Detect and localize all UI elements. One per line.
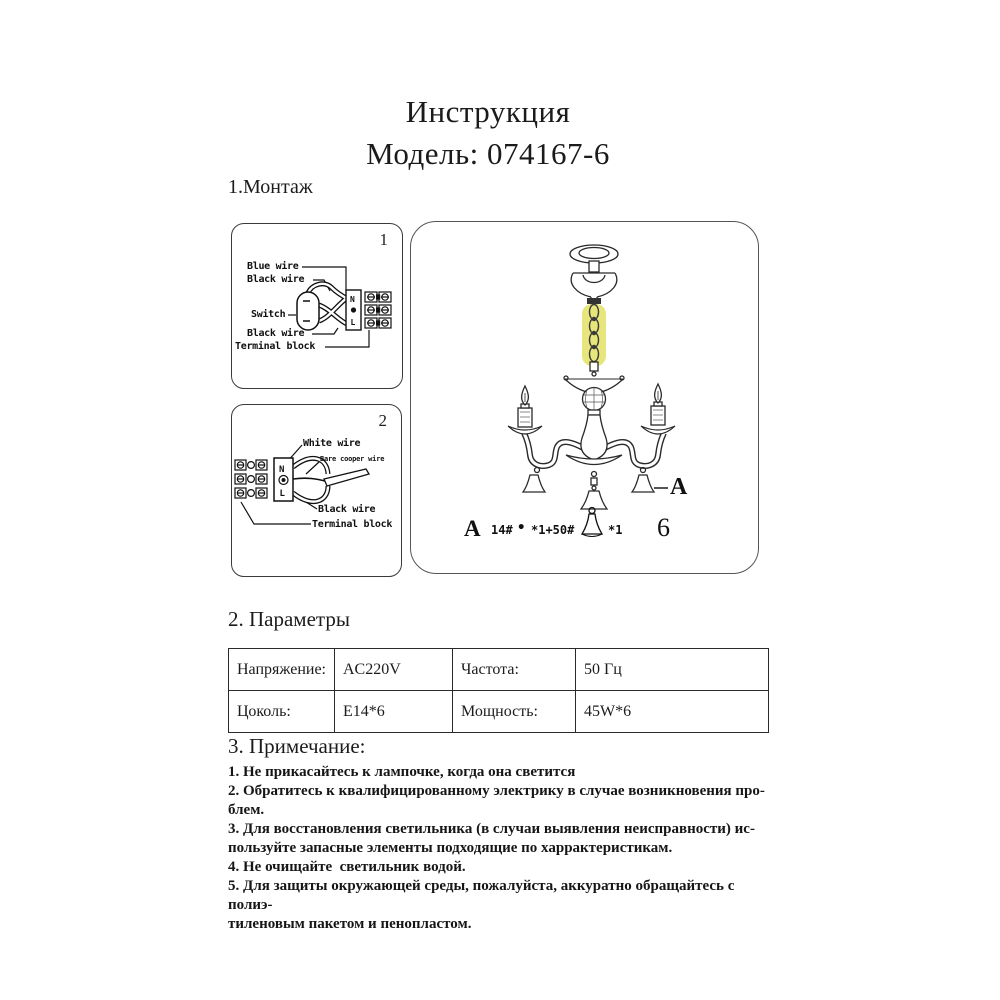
part-callout-a: A	[670, 474, 688, 500]
note-line: 1. Не прикасайтесь к лампочке, когда она светится	[228, 764, 576, 780]
param-label: Мощность:	[453, 691, 576, 733]
terminal-block-icon	[365, 292, 391, 328]
section-heading-notes: 3. Примечание:	[228, 734, 366, 758]
label-switch: Switch	[251, 309, 286, 320]
note-line: блем.	[228, 802, 265, 818]
notes-block	[228, 763, 780, 934]
table-row	[229, 691, 769, 733]
svg-text:N: N	[279, 465, 285, 475]
terminal-block-icon	[235, 460, 267, 498]
svg-text:L: L	[350, 318, 356, 327]
ln-connector-icon	[346, 290, 361, 330]
label-black-wire: Black wire	[318, 504, 376, 515]
ln-connector-icon	[274, 458, 293, 501]
bare-copper-conductor-icon	[324, 469, 369, 486]
wiring-diagram-1-art	[232, 224, 402, 388]
label-bare-copper-wire: Bare cooper wire	[320, 455, 385, 463]
table-row	[229, 649, 769, 691]
note-line: 4. Не очищайте светильник водой.	[228, 859, 466, 875]
param-value: E14*6	[335, 691, 453, 733]
param-value: AC220V	[335, 649, 453, 691]
param-label: Цоколь:	[229, 691, 335, 733]
label-blue-wire: Blue wire	[247, 261, 299, 272]
param-value: 50 Гц	[576, 649, 769, 691]
param-value: 45W*6	[576, 691, 769, 733]
legend-bullet: •	[517, 520, 526, 536]
legend-qty1: *1+50#	[531, 523, 575, 537]
shade-icon	[581, 506, 603, 540]
note-line: 5. Для защиты окружающей среды, пожалуйста, аккуратно обращайтесь с полиэ-	[228, 878, 739, 913]
legend-qty2: *1	[608, 523, 623, 537]
model-number: Модель: 074167-6	[366, 136, 610, 171]
svg-text:L: L	[279, 489, 285, 499]
page-title: Инструкция	[405, 94, 571, 129]
diagram-number: 2	[378, 411, 387, 430]
param-label: Частота:	[453, 649, 576, 691]
svg-text:N: N	[350, 295, 355, 304]
label-black-wire-bottom: Black wire	[247, 328, 305, 339]
note-line: тиленовым пакетом и пенопластом.	[228, 916, 472, 932]
wiring-diagram-1	[231, 223, 403, 389]
legend-count: 6	[657, 513, 670, 542]
parameters-table	[228, 648, 769, 733]
note-line: пользуйте запасные элементы подходящие по харрактеристикам.	[228, 840, 673, 856]
wiring-diagram-2-art	[232, 405, 401, 576]
switch-icon	[297, 292, 319, 330]
label-white-wire: White wire	[303, 438, 361, 449]
note-line: 3. Для восстановления светильника (в случаи выявления неисправности) ис-	[228, 821, 755, 837]
legend-screw-size: 14#	[491, 523, 513, 537]
assembly-diagram	[410, 221, 759, 574]
param-label: Напряжение:	[229, 649, 335, 691]
note-line: 2. Обратитесь к квалифицированному электрику в случае возникновения про-	[228, 783, 765, 799]
label-terminal-block: Terminal block	[312, 519, 393, 530]
wiring-diagram-2	[231, 404, 402, 577]
section-heading-params: 2. Параметры	[228, 607, 350, 631]
legend-part-a: A	[464, 516, 481, 541]
diagram-number: 1	[379, 230, 388, 249]
label-black-wire-top: Black wire	[247, 274, 305, 285]
section-heading-montage: 1.Монтаж	[228, 176, 313, 198]
label-terminal-block: Terminal block	[235, 341, 316, 352]
